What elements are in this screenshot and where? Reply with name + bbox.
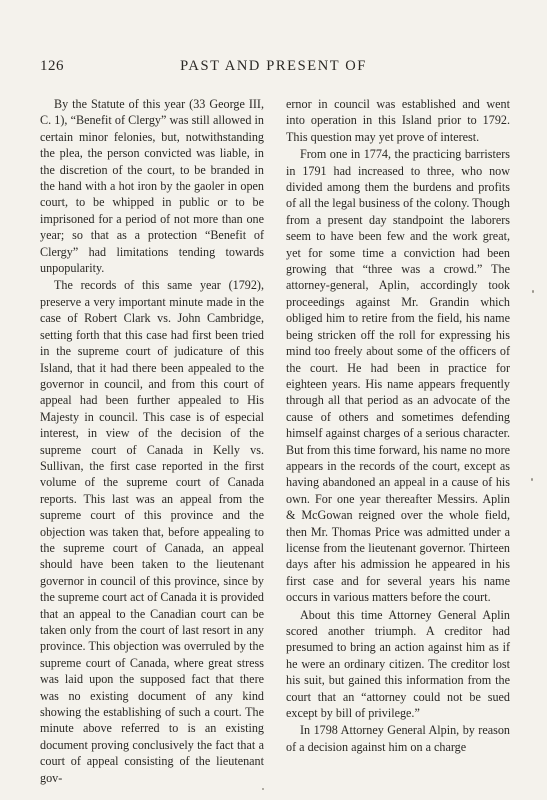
paragraph: From one in 1774, the practicing barristers in 1791 had increased to three, who now divided among them the burdens and profits of all the legal business of the colony. Though from a present day standpoint the laborers seem to have been few and the work great, yet for some time a conviction had been growing that “three was a crowd.” The attorney-general, Aplin, accordingly took proceedings against Mr. Grandin which obliged him to retire from the field, his name being stricken off the roll for expressing his mind too freely about some of the officers of the court. He had been in practice for eighteen years. His name appears frequently through all that period as an advocate of the cause of others and sometimes defending himself against charges of a serious character. But from this time forward, his name no more appears in the records of the court, except as having abandoned an appeal in a cause of his own. For one year thereafter Messirs. Aplin & McGowan reigned over the whole field, then Mr. Thomas Price was admitted under a license from the lieutenant governor. Thirteen days after his admission he appeared in his first case and for several years his name occurs in various matters before the court. [286,147,510,605]
page-number: 126 [40,58,64,74]
text-columns [40,96,510,786]
paragraph: About this time Attorney General Aplin scored another triumph. A creditor had presumed to bring an action against him as if he were an ordinary citizen. The creditor lost his suit, but gained this information from the court that an “attorney could not be sued except by bill of privilege.” [286,607,510,721]
left-column [40,96,264,786]
running-head [40,58,507,78]
paragraph: By the Statute of this year (33 George III, C. 1), “Benefit of Clergy” was still allowed in certain minor felonies, but, notwithstanding the plea, the person convicted was liable, in the discretion of the court, to be branded in the hand with a hot iron by the gaoler in open court, to be whipped in public or to be imprisoned for a period of not more than one year; so that as a protection “Benefit of Clergy” had limitations tending towards unpopularity. [40,97,264,276]
running-title: PAST AND PRESENT OF [180,58,367,74]
right-column [286,96,510,786]
paragraph: ernor in council was established and went into operation in this Island prior to 1792. This question may yet prove of interest. [286,97,510,144]
paper-speck [532,290,534,293]
paragraph: The records of this same year (1792), preserve a very important minute made in the case of Robert Clark vs. John Cambridge, setting forth that this case had first been tried in the supreme court of judicature of this Island, that it had there been appealed to the governor in council, and from this court of appeal had been further appealed to His Majesty in council. This case is of especial interest, in view of the decision of the supreme court of Canada in Kelly vs. Sullivan, the first case reported in the first volume of the supreme court of Canada reports. This last was an appeal from the supreme court of this province and the objection was taken that, before appealing to the supreme court of Canada, an appeal should have been taken to the lieutenant governor in council of this province, since by the supreme court act of Canada it is provided that an appeal to the Canadian court can be taken only from the court of last resort in any province. This objection was overruled by the supreme court of Canada, where great stress was laid upon the supposed fact that there was no existing document of any kind showing the establishing of such a court. The minute above referred to is an existing document proving conclusively the fact that a court of appeal consisting of the lieutenant gov- [40,278,264,785]
paragraph: In 1798 Attorney General Alpin, by reason of a decision against him on a charge [286,723,510,754]
paper-speck [531,478,533,481]
paper-speck [262,788,264,790]
